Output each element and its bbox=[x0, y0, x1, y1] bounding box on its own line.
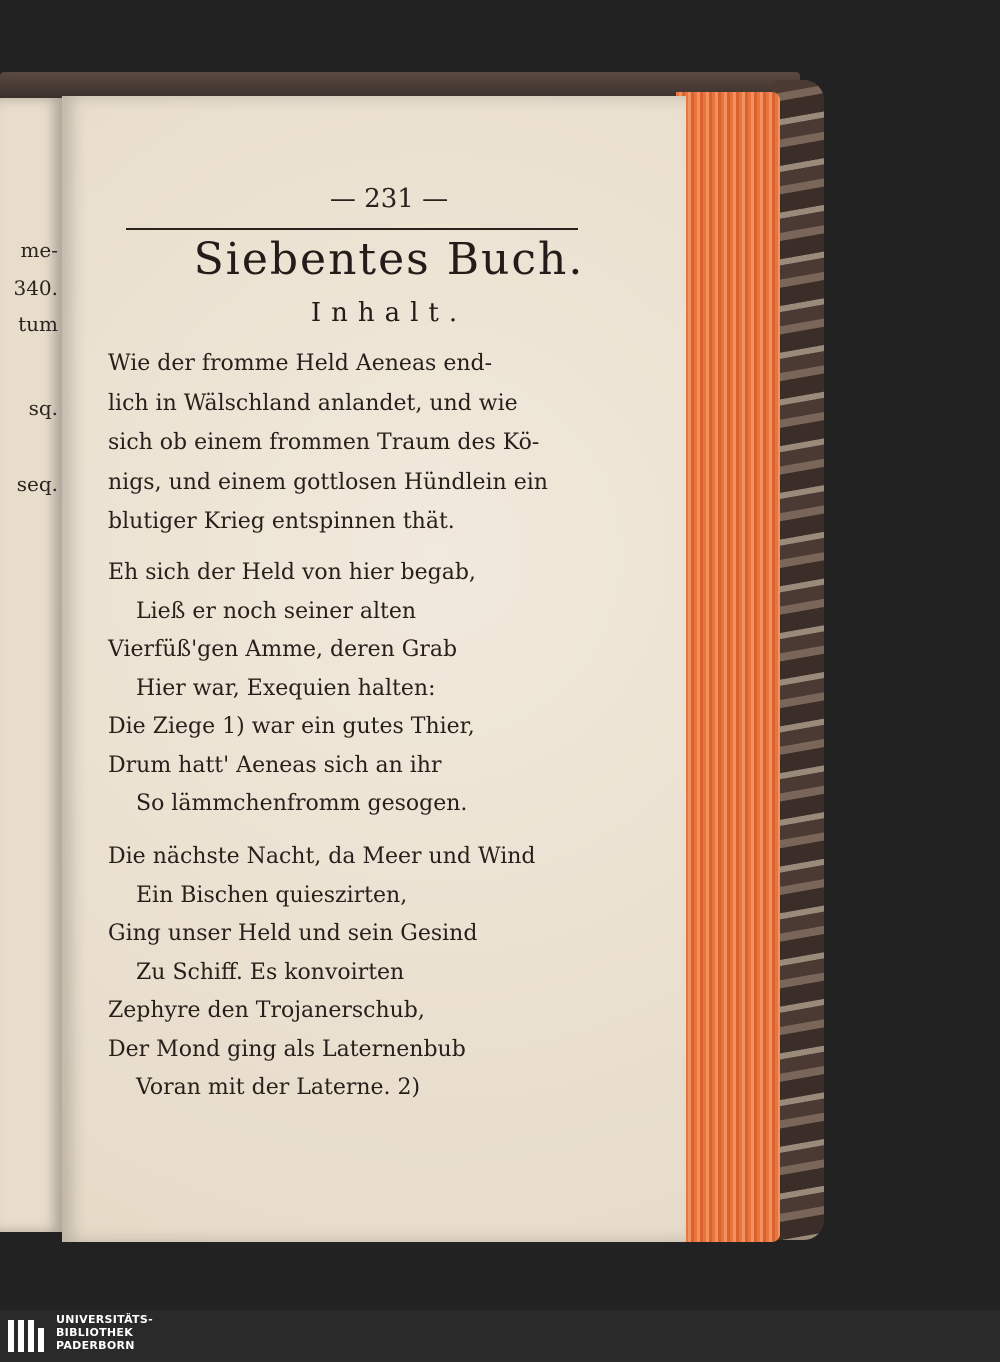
verse-stanza bbox=[108, 554, 608, 824]
verse-line: Hier war, Exequien halten: bbox=[136, 675, 436, 701]
library-logo-text bbox=[56, 1313, 153, 1352]
logo-line: BIBLIOTHEK bbox=[56, 1326, 134, 1339]
chapter-title: Siebentes Buch. bbox=[193, 234, 585, 285]
verse-line: Der Mond ging als Laternenbub bbox=[108, 1036, 466, 1062]
verse-line: Voran mit der Laterne. 2) bbox=[136, 1075, 421, 1100]
contents-label: Inhalt. bbox=[310, 298, 468, 328]
verse-line: Ein Bischen quieszirten, bbox=[136, 882, 408, 908]
verse-line: Drum hatt' Aeneas sich an ihr bbox=[108, 752, 442, 778]
verse-line: So lämmchenfromm gesogen. bbox=[136, 791, 468, 816]
verse-line: Zu Schiff. Es konvoirten bbox=[136, 959, 405, 985]
summary-line: blutiger Krieg entspinnen thät. bbox=[108, 509, 455, 534]
logo-line: PADERBORN bbox=[56, 1339, 135, 1352]
verse-line: Die Ziege 1) war ein gutes Thier, bbox=[108, 714, 475, 739]
left-fragment: 340. bbox=[13, 276, 58, 300]
summary-line: sich ob einem frommen Traum des Kö- bbox=[108, 430, 540, 455]
left-fragment: sq. bbox=[28, 396, 58, 420]
verse-line: Die nächste Nacht, da Meer und Wind bbox=[108, 844, 536, 869]
verse-stanza bbox=[108, 838, 608, 1108]
summary-line: Wie der fromme Held Aeneas end- bbox=[108, 351, 493, 376]
header-rule bbox=[126, 228, 578, 230]
chapter-summary bbox=[108, 344, 596, 542]
left-fragment: tum bbox=[18, 312, 58, 336]
left-fragment: seq. bbox=[16, 472, 58, 496]
verse-line: Eh sich der Held von hier begab, bbox=[108, 560, 476, 585]
right-page bbox=[62, 96, 686, 1242]
library-logo-icon bbox=[6, 1314, 50, 1358]
page-edges bbox=[676, 92, 780, 1242]
verse-line: Ließ er noch seiner alten bbox=[136, 598, 417, 624]
summary-line: lich in Wälschland anlandet, und wie bbox=[108, 390, 518, 416]
logo-line: UNIVERSITÄTS- bbox=[56, 1313, 153, 1326]
summary-line: nigs, und einem gottlosen Hündlein ein bbox=[108, 469, 548, 495]
page-number: — 231 — bbox=[329, 184, 449, 214]
verse-line: Vierfüß'gen Amme, deren Grab bbox=[108, 637, 458, 662]
left-page bbox=[0, 98, 62, 1232]
left-fragment: me- bbox=[20, 238, 58, 262]
verse-line: Ging unser Held und sein Gesind bbox=[108, 921, 478, 946]
verse-line: Zephyre den Trojanerschub, bbox=[108, 998, 425, 1023]
